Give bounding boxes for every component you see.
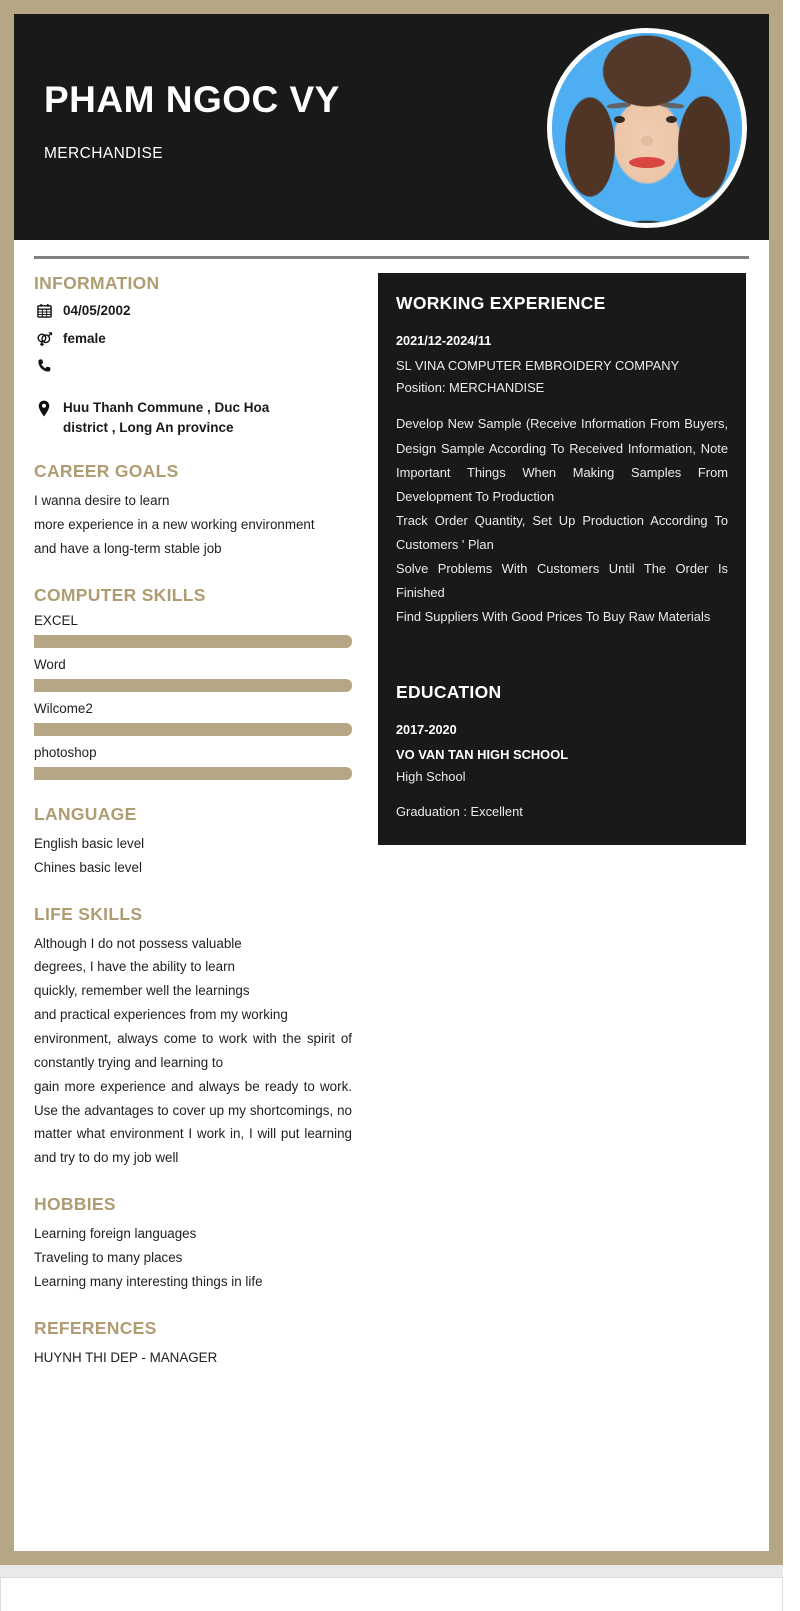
- hobby-line: Traveling to many places: [34, 1250, 183, 1265]
- resume-sheet: [14, 14, 769, 1551]
- working-experience-position: Position: MERCHANDISE: [396, 380, 545, 396]
- career-goals-line: and have a long-term stable job: [34, 540, 222, 556]
- info-row-phone: [34, 356, 352, 380]
- avatar-lips: [629, 157, 665, 168]
- hobby-line: Learning foreign languages: [34, 1226, 197, 1242]
- skill-label: EXCEL: [34, 612, 78, 628]
- avatar: [547, 28, 747, 228]
- skill-item: [34, 657, 352, 692]
- spacer: [396, 788, 728, 801]
- language-line: Chines basic level: [34, 859, 142, 875]
- career-goals-line: more experience in a new working environment: [34, 517, 315, 533]
- candidate-role: MERCHANDISE: [44, 145, 163, 162]
- next-page-top: [0, 1577, 783, 1611]
- life-skills-line: degrees, I have the ability to learn: [34, 959, 235, 975]
- avatar-nose: [641, 136, 653, 146]
- skill-label: Word: [34, 656, 66, 672]
- section-hobbies: [34, 1194, 352, 1294]
- section-life-skills: [34, 904, 352, 1171]
- avatar-eye-right: [666, 116, 677, 123]
- hobbies-title: HOBBIES: [34, 1194, 116, 1215]
- skill-label: Wilcome2: [34, 700, 93, 716]
- section-computer-skills: [34, 585, 352, 780]
- working-experience-duty: Track Order Quantity, Set Up Production According To Customers ' Plan: [396, 512, 728, 552]
- address-line-2: district , Long An province: [63, 419, 234, 435]
- skill-bar: [34, 767, 352, 780]
- references-title: REFERENCES: [34, 1317, 157, 1338]
- calendar-icon: [34, 301, 54, 318]
- reference-line: HUYNH THI DEP - MANAGER: [34, 1349, 218, 1365]
- section-career-goals: [34, 461, 352, 561]
- spacer: [396, 399, 728, 412]
- left-column: [14, 273, 366, 1394]
- skill-bar: [34, 679, 352, 692]
- skill-item: [34, 745, 352, 780]
- information-title: INFORMATION: [34, 273, 160, 293]
- skill-label: photoshop: [34, 744, 97, 760]
- life-skills-line: and practical experiences from my working: [34, 1007, 288, 1023]
- info-row-address: [34, 398, 352, 437]
- avatar-photo: [552, 33, 742, 223]
- section-information: [34, 273, 352, 437]
- career-goals-title: CAREER GOALS: [34, 461, 179, 482]
- info-row-birthdate: [34, 301, 352, 321]
- education-degree: High School: [396, 768, 466, 784]
- gender-icon: [34, 329, 54, 348]
- computer-skills-title: COMPUTER SKILLS: [34, 584, 206, 605]
- avatar-eye-left: [614, 116, 625, 123]
- candidate-name: PHAM NGOC VY: [44, 79, 340, 120]
- info-birthdate-value: 04/05/2002: [63, 303, 131, 318]
- working-experience-date: 2021/12-2024/11: [396, 334, 492, 348]
- info-row-gender: [34, 329, 352, 349]
- language-line: English basic level: [34, 835, 145, 851]
- phone-icon: [34, 356, 54, 373]
- info-address-value: [63, 398, 269, 437]
- career-goals-line: I wanna desire to learn: [34, 493, 170, 509]
- address-line-1: Huu Thanh Commune , Duc Hoa: [63, 400, 270, 416]
- working-experience-title: WORKING EXPERIENCE: [396, 293, 606, 313]
- section-references: [34, 1318, 352, 1370]
- working-experience-duty: Find Suppliers With Good Prices To Buy Raw Materials: [396, 609, 711, 625]
- working-experience-duty: Solve Problems With Customers Until The Order Is Finished: [396, 561, 728, 601]
- spacer: [396, 630, 728, 682]
- section-education: [396, 682, 728, 824]
- skill-item: [34, 701, 352, 736]
- right-column: [366, 273, 769, 845]
- life-skills-title: LIFE SKILLS: [34, 903, 143, 924]
- skill-bar: [34, 635, 352, 648]
- hobby-line: Learning many interesting things in life: [34, 1273, 263, 1289]
- education-school: VO VAN TAN HIGH SCHOOL: [396, 746, 569, 762]
- working-experience-duty: Develop New Sample (Receive Information From Buyers, Design Sample According To Received Information, Note Important Things When Making Samples From Development To Production: [396, 416, 728, 504]
- life-skills-paragraph: environment, always come to work with the spirit of constantly trying and learning to: [34, 1030, 352, 1070]
- life-skills-line: quickly, remember well the learnings: [34, 983, 250, 999]
- section-working-experience: [396, 293, 728, 630]
- skill-bar: [34, 723, 352, 736]
- education-title: EDUCATION: [396, 681, 502, 702]
- education-graduation: Graduation : Excellent: [396, 803, 523, 819]
- working-experience-company: SL VINA COMPUTER EMBROIDERY COMPANY: [396, 358, 680, 373]
- resume-header: [14, 14, 769, 240]
- info-gender-value: female: [63, 330, 106, 346]
- skill-item: [34, 613, 352, 648]
- life-skills-line: Although I do not possess valuable: [34, 935, 242, 951]
- resume-body: [14, 259, 769, 1394]
- location-pin-icon: [34, 398, 54, 417]
- education-date: 2017-2020: [396, 722, 457, 737]
- life-skills-paragraph: gain more experience and always be ready to work. Use the advantages to cover up my shortcomings, no matter what environment I work in, I will put learning and try to do my job well: [34, 1078, 352, 1166]
- dark-panel: [378, 273, 746, 845]
- page-gap-strip: [0, 1565, 783, 1577]
- language-title: LANGUAGE: [34, 803, 137, 824]
- section-language: [34, 804, 352, 880]
